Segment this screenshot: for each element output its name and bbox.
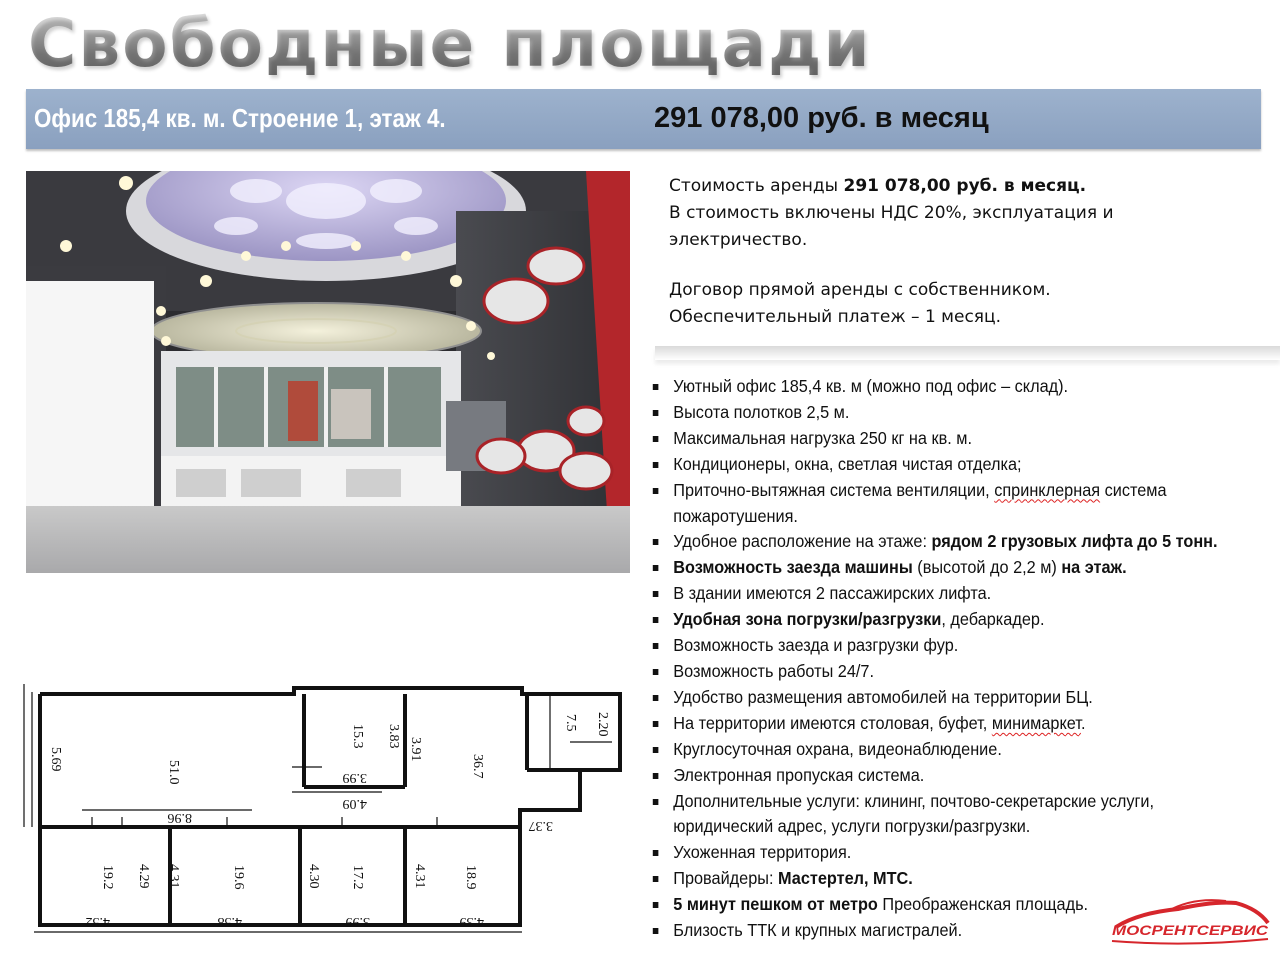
room-area-label: 51.0 xyxy=(166,760,181,785)
section-divider xyxy=(655,346,1280,360)
list-item: В здании имеются 2 пассажирских лифта. xyxy=(650,581,1231,607)
list-item: На территории имеются столовая, буфет, минимаркет. xyxy=(650,711,1231,737)
list-item: Дополнительные услуги: клининг, почтово-секретарские услуги, юридический адрес, услуги погрузки/разгрузки. xyxy=(650,789,1194,841)
list-item: Близость ТТК и крупных магистралей. xyxy=(650,918,1231,944)
logo-text: МОСРЕНТСЕРВИС xyxy=(1112,922,1270,938)
list-item: Кондиционеры, окна, светлая чистая отделка; xyxy=(650,452,1231,478)
list-item: Удобная зона погрузки/разгрузки, дебаркадер. xyxy=(650,607,1231,633)
dimension-label: 3.83 xyxy=(386,724,401,749)
list-item: Уютный офис 185,4 кв. м (можно под офис – склад). xyxy=(650,374,1231,400)
rent-included: В стоимость включены НДС 20%, эксплуатация и электричество. xyxy=(669,203,1114,250)
list-item: Удобство размещения автомобилей на территории БЦ. xyxy=(650,685,1231,711)
dimension-label: 3.37 xyxy=(528,818,553,833)
list-item: 5 минут пешком от метро Преображенская площадь. xyxy=(650,892,1231,918)
list-item: Приточно-вытяжная система вентиляции, спринклерная система пожаротушения. xyxy=(650,478,1268,530)
rent-contract: Договор прямой аренды с собственником. xyxy=(669,280,1051,300)
list-item: Возможность заезда машины (высотой до 2,2 м) на этаж. xyxy=(650,555,1231,581)
features-list xyxy=(650,374,1275,944)
dimension-label: 4.58 xyxy=(217,914,242,929)
dimension-label: 8.96 xyxy=(167,810,192,825)
dimension-label: 4.52 xyxy=(85,914,110,929)
rent-info xyxy=(669,173,1269,331)
list-item: Высота полотков 2,5 м. xyxy=(650,400,1231,426)
dimension-label: 4.30 xyxy=(306,864,321,889)
dimension-label: 4.39 xyxy=(459,914,484,929)
dimension-label: 2.20 xyxy=(595,712,610,737)
list-item: Возможность заезда и разгрузки фур. xyxy=(650,633,1231,659)
dimension-label: 4.31 xyxy=(412,864,427,889)
room-area-label: 19.6 xyxy=(231,865,246,890)
list-item: Удобное расположение на этаже: рядом 2 грузовых лифта до 5 тонн. xyxy=(650,529,1231,555)
list-item: Ухоженная территория. xyxy=(650,840,1231,866)
room-area-label: 15.3 xyxy=(350,724,365,749)
page-title: Свободные площади xyxy=(28,2,872,86)
room-area-label: 36.7 xyxy=(470,754,485,779)
price-heading: 291 078,00 руб. в месяц xyxy=(654,102,989,134)
rent-cost: Стоимость аренды 291 078,00 руб. в месяц. xyxy=(669,176,1087,196)
rent-deposit: Обеспечительный платеж – 1 месяц. xyxy=(669,307,1002,327)
room-area-label: 19.2 xyxy=(100,865,115,890)
list-item: Круглосуточная охрана, видеонаблюдение. xyxy=(650,737,1231,763)
header-bar xyxy=(26,89,1261,149)
list-item: Электронная пропуская система. xyxy=(650,763,1231,789)
room-area-label: 7.5 xyxy=(563,714,578,732)
dimension-label: 4.31 xyxy=(166,864,181,889)
dimension-label: 4.09 xyxy=(342,796,367,811)
list-item: Возможность работы 24/7. xyxy=(650,659,1231,685)
list-item: Провайдеры: Мастертел, МТС. xyxy=(650,866,1231,892)
room-area-label: 18.9 xyxy=(463,865,478,890)
dimension-label: 3.99 xyxy=(345,914,370,929)
mosrent-logo xyxy=(1108,893,1272,948)
dimension-label: 5.69 xyxy=(48,747,63,772)
dimension-label: 3.91 xyxy=(408,737,423,762)
office-photo xyxy=(26,171,630,573)
room-area-label: 17.2 xyxy=(350,865,365,890)
office-heading: Офис 185,4 кв. м. Строение 1, этаж 4. xyxy=(34,103,446,133)
dimension-label: 3.99 xyxy=(342,770,367,785)
list-item: Максимальная нагрузка 250 кг на кв. м. xyxy=(650,426,1231,452)
floor-plan xyxy=(22,682,637,944)
dimension-label: 4.29 xyxy=(136,864,151,889)
